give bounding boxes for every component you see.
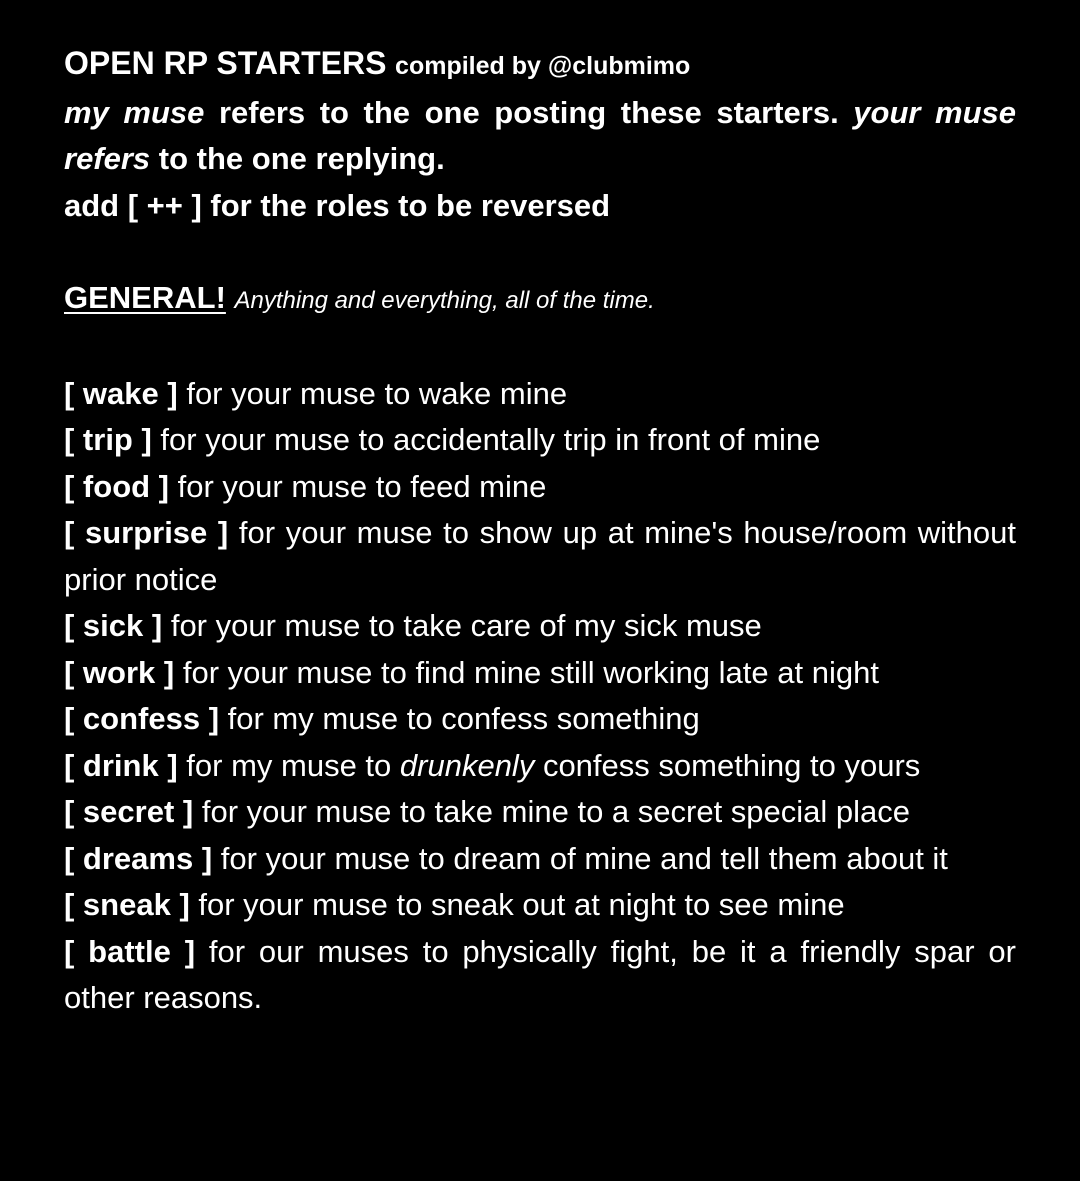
starter-text: for your muse to sneak out at night to see mine	[189, 887, 845, 922]
starter-text-after: confess something to yours	[534, 747, 921, 783]
section-description: Anything and everything, all of the time.	[234, 287, 655, 314]
starter-text: for your muse to take mine to a secret special place	[193, 794, 911, 829]
starter-item-wake	[64, 371, 1016, 418]
intro-end-text: to the one replying.	[150, 141, 445, 176]
starter-item-confess	[64, 696, 1016, 743]
title-line	[64, 40, 1016, 90]
starters-list	[64, 371, 1016, 1022]
starter-item-food	[64, 464, 1016, 511]
starter-item-battle	[64, 929, 1016, 1022]
starter-tag: [ food ]	[64, 468, 170, 504]
credit-text: compiled by @clubmimo	[395, 52, 691, 80]
intro-paragraph	[64, 90, 1016, 183]
starter-text: for your muse to feed mine	[169, 468, 547, 504]
starter-text: for your muse to accidentally trip in front of mine	[151, 422, 821, 457]
starter-item-dreams	[64, 836, 1016, 883]
your-muse-term: your muse refers	[64, 94, 1016, 176]
section-title: GENERAL!	[64, 280, 226, 315]
starter-text: for your muse to dream of mine and tell them about it	[212, 840, 948, 876]
starter-tag: [ trip ]	[64, 422, 152, 457]
my-muse-term: my muse	[64, 94, 205, 130]
intro-mid-text: refers to the one posting these starters.	[204, 94, 854, 130]
document-title: OPEN RP STARTERS	[64, 45, 387, 81]
starter-tag: [ dreams ]	[64, 840, 213, 876]
starter-text: for your muse to wake mine	[177, 375, 568, 411]
starter-text: for your muse to find mine still working late at night	[174, 654, 879, 690]
starter-item-surprise	[64, 510, 1016, 603]
starter-tag: [ drink ]	[64, 747, 178, 783]
starter-text-italic: drunkenly	[399, 747, 535, 783]
header-block	[64, 40, 1016, 229]
starter-tag: [ work ]	[64, 654, 175, 690]
starter-tag: [ sneak ]	[64, 887, 190, 922]
starter-text: for my muse to confess something	[219, 701, 700, 736]
starter-item-work	[64, 650, 1016, 697]
starter-tag: [ wake ]	[64, 375, 178, 411]
starter-item-secret	[64, 789, 1016, 836]
starter-item-sneak	[64, 882, 1016, 929]
starter-text: for our muses to physically fight, be it a friendly spar or other reasons.	[64, 933, 1016, 1015]
starter-text-before: for my muse to	[177, 747, 400, 783]
starter-item-sick	[64, 603, 1016, 650]
starter-text: for your muse to take care of my sick muse	[162, 608, 762, 643]
starter-tag: [ secret ]	[64, 794, 194, 829]
starter-item-drink	[64, 743, 1016, 790]
starter-tag: [ surprise ]	[64, 515, 229, 550]
starter-tag: [ confess ]	[64, 701, 220, 736]
starter-tag: [ battle ]	[64, 933, 196, 969]
starter-text: for your muse to show up at mine's house/room without prior notice	[64, 515, 1016, 597]
reverse-roles-note: add [ ++ ] for the roles to be reversed	[64, 187, 611, 223]
general-section-heading	[64, 275, 1016, 325]
starter-item-trip	[64, 417, 1016, 464]
starter-tag: [ sick ]	[64, 608, 163, 643]
